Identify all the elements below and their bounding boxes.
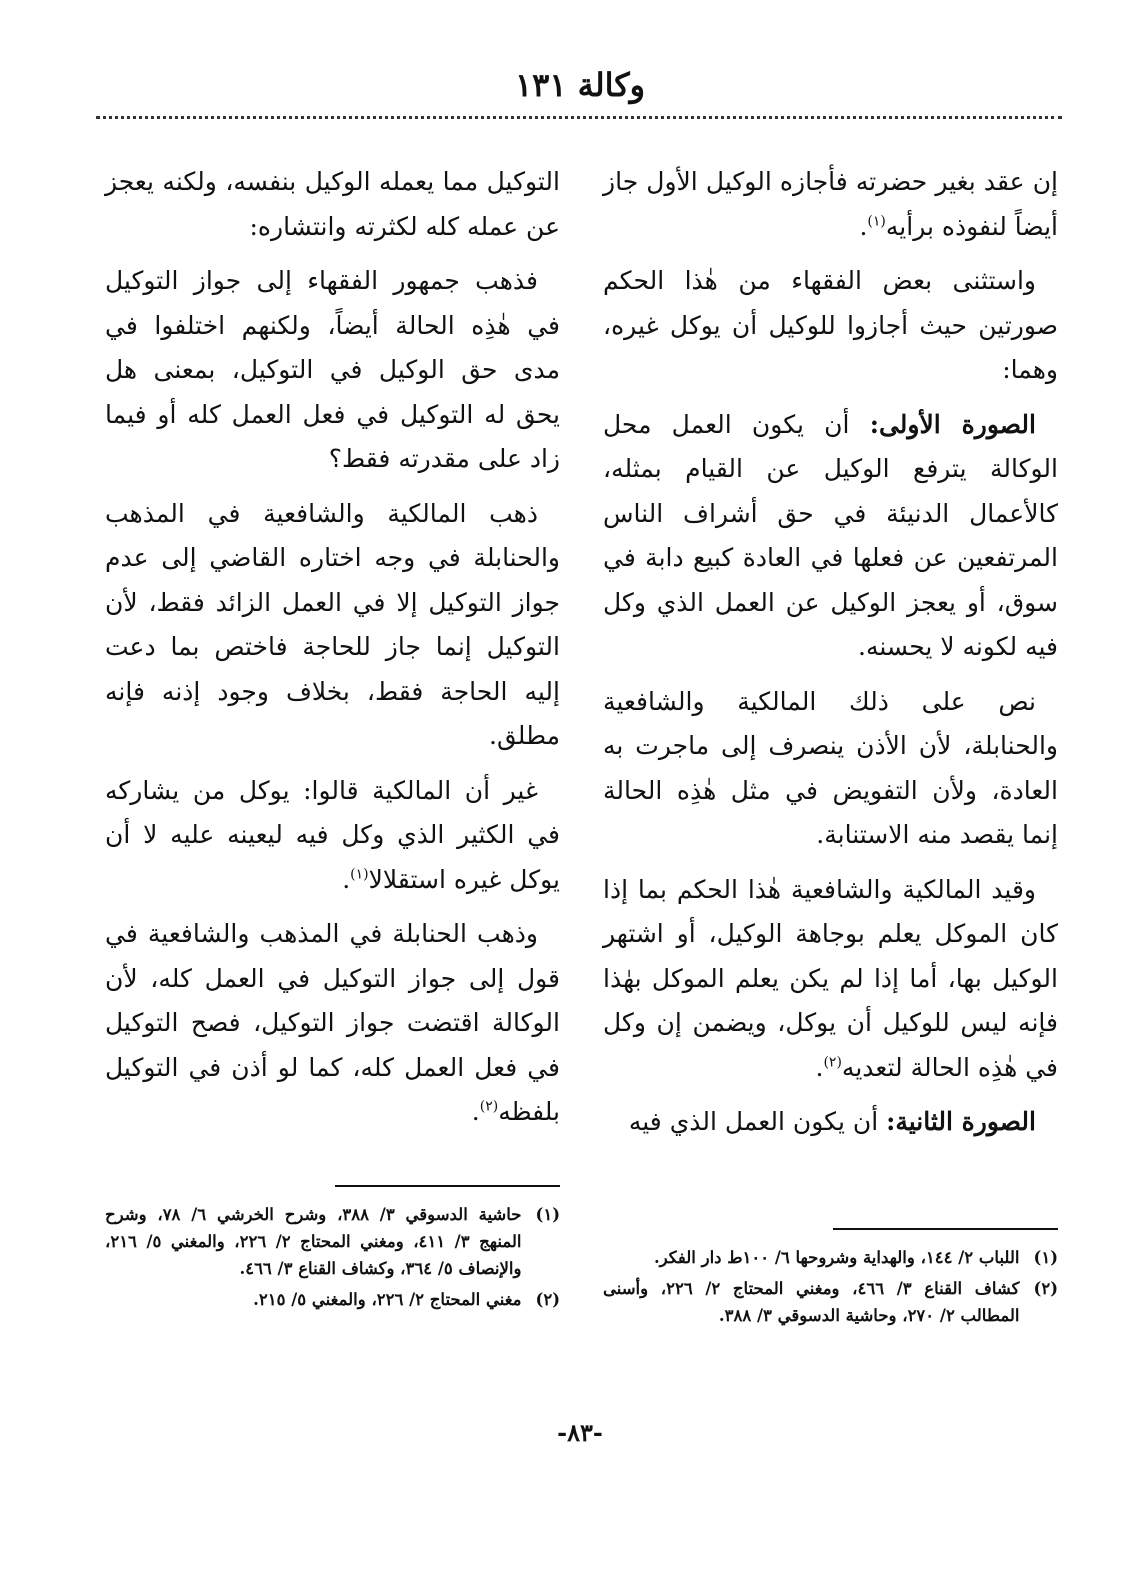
paragraph [603, 1100, 1058, 1145]
paragraph [105, 912, 560, 1135]
paragraph [105, 160, 560, 249]
footnote-divider [833, 1228, 1058, 1230]
footnote-divider [335, 1185, 560, 1187]
paragraph-end: . [342, 864, 351, 894]
paragraph-text: أن يكون العمل الذي فيه [628, 1107, 887, 1136]
paragraph [603, 868, 1058, 1091]
paragraph-text: أن يكون العمل محل الوكالة يترفع الوكيل عن القيام بمثله، كالأعمال الدنيئة في حق أشراف الناس المرتفعين عن فعلها في العادة كبيع دابة في سوق، أو يعجز الوكيل عن العمل الذي وكل فيه لكونه لا يحسنه. [603, 409, 1058, 661]
paragraph [603, 403, 1058, 670]
paragraph-text: نص على ذلك المالكية والشافعية والحنابلة، لأن الأذن ينصرف إلى ماجرت به العادة، ولأن التفويض في مثل هٰذِه الحالة إنما يقصد منه الاستنابة. [603, 686, 1058, 849]
paragraph-end: . [815, 1052, 824, 1082]
header-divider [96, 116, 1062, 119]
footnotes-right [603, 1228, 1058, 1333]
page-number: -٨٣- [557, 1418, 603, 1447]
footnote-text: اللباب ٢/ ١٤٤، والهداية وشروحها ٦/ ١٠٠ط دار الفكر. [653, 1248, 1020, 1267]
footnotes-left [105, 1185, 560, 1317]
right-column [603, 160, 1058, 1155]
paragraph [105, 259, 560, 482]
page-title: وكالة ١٣١ [514, 66, 646, 104]
footnote-marker: (٢) [823, 1054, 842, 1071]
paragraph [603, 680, 1058, 858]
paragraph-text: واستثنى بعض الفقهاء من هٰذا الحكم صورتين حيث أجازوا للوكيل أن يوكل غيره، وهما: [603, 266, 1058, 384]
paragraph [105, 492, 560, 759]
footnote [603, 1275, 1058, 1329]
footnote-number: (١) [535, 1205, 560, 1224]
footnote-number: (٢) [535, 1290, 560, 1309]
left-column [105, 160, 560, 1145]
section-lead: الصورة الأولى: [869, 409, 1036, 439]
paragraph-text: إن عقد بغير حضرته فأجازه الوكيل الأول جاز أيضاً لنفوذه برأيه [603, 167, 1058, 241]
footnote [105, 1286, 560, 1313]
paragraph-text: وقيد المالكية والشافعية هٰذا الحكم بما إذا كان الموكل يعلم بوجاهة الوكيل، أو اشتهر الوكيل بها، أما إذا لم يكن يعلم الموكل بهٰذا فإنه ليس للوكيل أن يوكل، ويضمن إن وكل في هٰذِه الحالة لتعديه [603, 874, 1058, 1082]
paragraph [105, 769, 560, 903]
paragraph-text: وذهب الحنابلة في المذهب والشافعية في قول إلى جواز التوكيل في العمل كله، لأن الوكالة اقتضت جواز التوكيل، فصح التوكيل في فعل العمل كله، كما لو أذن في التوكيل بلفظه [105, 919, 560, 1126]
footnote-marker: (١) [867, 213, 886, 230]
footnote-text: حاشية الدسوقي ٣/ ٣٨٨، وشرح الخرشي ٦/ ٧٨، وشرح المنهج ٣/ ٤١١، ومغني المحتاج ٢/ ٢٢٦، والمغني ٥/ ٢١٦، والإنصاف ٥/ ٣٦٤، وكشاف القناع ٣/ ٤٦٦. [105, 1205, 522, 1278]
footnote-marker: (٢) [479, 1098, 499, 1115]
footnote-marker: (١) [350, 866, 369, 883]
footnote-number: (٢) [1033, 1279, 1058, 1298]
footnote-number: (١) [1033, 1248, 1058, 1267]
footnote [105, 1201, 560, 1282]
paragraph-text: ذهب المالكية والشافعية في المذهب والحنابلة في وجه اختاره القاضي إلى عدم جواز التوكيل إلا في العمل الزائد فقط، لأن التوكيل إنما جاز للحاجة فاختص بما دعت إليه الحاجة فقط، بخلاف وجود إذنه فإنه مطلق. [105, 498, 560, 750]
paragraph-text: فذهب جمهور الفقهاء إلى جواز التوكيل في هٰذِه الحالة أيضاً، ولكنهم اختلفوا في مدى حق الوكيل في التوكيل، بمعنى هل يحق له التوكيل في فعل العمل كله أو فيما زاد على مقدرته فقط؟ [105, 266, 560, 473]
footnote-text: مغني المحتاج ٢/ ٢٢٦، والمغني ٥/ ٢١٥. [253, 1290, 522, 1309]
paragraph-text: التوكيل مما يعمله الوكيل بنفسه، ولكنه يعجز عن عمله كله لكثرته وانتشاره: [105, 167, 560, 241]
footnote-text: كشاف القناع ٣/ ٤٦٦، ومغني المحتاج ٢/ ٢٢٦، وأسنى المطالب ٢/ ٢٧٠، وحاشية الدسوقي ٣/ ٣٨٨. [603, 1279, 1020, 1325]
paragraph-end: . [859, 211, 868, 241]
paragraph [603, 259, 1058, 393]
paragraph [603, 160, 1058, 249]
paragraph-end: . [471, 1097, 480, 1126]
footnote [603, 1244, 1058, 1271]
paragraph-text: غير أن المالكية قالوا: يوكل من يشاركه في الكثير الذي وكل فيه ليعينه عليه لا أن يوكل غيره استقلالا [105, 775, 560, 894]
section-lead: الصورة الثانية: [886, 1107, 1036, 1136]
